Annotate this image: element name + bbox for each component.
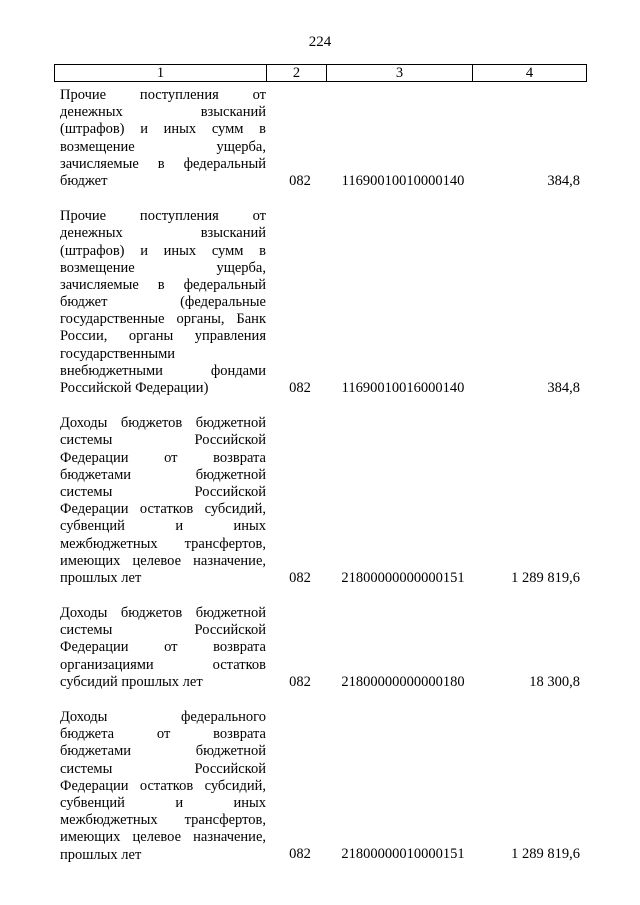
description-line: зачисляемые в федеральный [60, 276, 266, 293]
description-line: Доходы бюджетов бюджетной [60, 605, 266, 622]
description-line: внебюджетными фондами [60, 362, 266, 379]
revenue-description [54, 415, 266, 587]
description-line: Доходы федерального [60, 709, 266, 725]
description-line: прошлых лет [60, 569, 142, 586]
table-row [54, 208, 586, 397]
administrator-code: 082 [289, 172, 311, 189]
budget-classification-code: 21800000000000180 [341, 673, 465, 690]
revenue-description [54, 709, 266, 864]
description-line: бюджетами бюджетной [60, 743, 266, 760]
page-number: 224 [308, 34, 332, 50]
description-line: системы Российской [60, 622, 266, 639]
revenue-description [54, 208, 266, 397]
description-line: бюджета от возврата [60, 726, 266, 743]
description-line: Федерации от возврата [60, 449, 266, 466]
revenue-description [54, 605, 266, 691]
table-body [54, 87, 586, 882]
description-line: имеющих целевое назначение, [60, 829, 266, 846]
description-line: (штрафов) и иных сумм в [60, 242, 266, 259]
amount-value: 384,8 [547, 172, 580, 189]
column-header-row [55, 65, 587, 82]
budget-classification-code: 21800000000000151 [341, 569, 465, 586]
description-line: Прочие поступления от [60, 208, 266, 225]
description-line: системы Российской [60, 760, 266, 777]
administrator-code: 082 [289, 379, 311, 396]
column-header-3: 3 [327, 65, 473, 82]
description-line: системы Российской [60, 483, 266, 500]
description-line: (штрафов) и иных сумм в [60, 121, 266, 138]
description-line: Прочие поступления от [60, 87, 266, 103]
description-line: возмещение ущерба, [60, 259, 266, 276]
column-header-4: 4 [473, 65, 587, 82]
administrator-code: 082 [289, 846, 311, 863]
column-header-table [54, 64, 587, 82]
description-line: субсидий прошлых лет [60, 673, 203, 690]
description-line: межбюджетных трансфертов, [60, 812, 266, 829]
description-line: Федерации остатков субсидий, [60, 501, 266, 518]
description-line: денежных взысканий [60, 225, 266, 242]
description-line: Федерации от возврата [60, 639, 266, 656]
description-line: организациями остатков [60, 656, 266, 673]
column-header-2: 2 [267, 65, 327, 82]
description-line: зачисляемые в федеральный [60, 155, 266, 172]
description-line: государственные органы, Банк [60, 311, 266, 328]
administrator-code: 082 [289, 569, 311, 586]
description-line: бюджет [60, 172, 108, 189]
description-line: государственными [60, 345, 176, 362]
description-line: возмещение ущерба, [60, 138, 266, 155]
description-line: бюджетами бюджетной [60, 466, 266, 483]
budget-classification-code: 11690010010000140 [341, 172, 465, 189]
description-line: Российской Федерации) [60, 380, 209, 396]
description-line: бюджет (федеральные [60, 294, 266, 311]
column-header-1: 1 [55, 65, 267, 82]
amount-value: 384,8 [547, 379, 580, 396]
description-line: системы Российской [60, 432, 266, 449]
amount-value: 1 289 819,6 [511, 569, 580, 586]
description-line: Доходы бюджетов бюджетной [60, 415, 266, 432]
table-row [54, 87, 586, 190]
description-line: России, органы управления [60, 328, 266, 345]
description-line: субвенций и иных [60, 518, 266, 535]
description-line: денежных взысканий [60, 104, 266, 121]
amount-value: 1 289 819,6 [511, 846, 580, 863]
table-row [54, 605, 586, 691]
budget-classification-code: 11690010016000140 [341, 379, 465, 396]
description-line: межбюджетных трансфертов, [60, 535, 266, 552]
amount-value: 18 300,8 [529, 673, 580, 690]
revenue-description [54, 87, 266, 190]
description-line: прошлых лет [60, 846, 142, 863]
description-line: субвенций и иных [60, 794, 266, 811]
description-line: имеющих целевое назначение, [60, 552, 266, 569]
table-row [54, 709, 586, 864]
description-line: Федерации остатков субсидий, [60, 777, 266, 794]
administrator-code: 082 [289, 673, 311, 690]
budget-classification-code: 21800000010000151 [341, 846, 465, 863]
table-row [54, 415, 586, 587]
